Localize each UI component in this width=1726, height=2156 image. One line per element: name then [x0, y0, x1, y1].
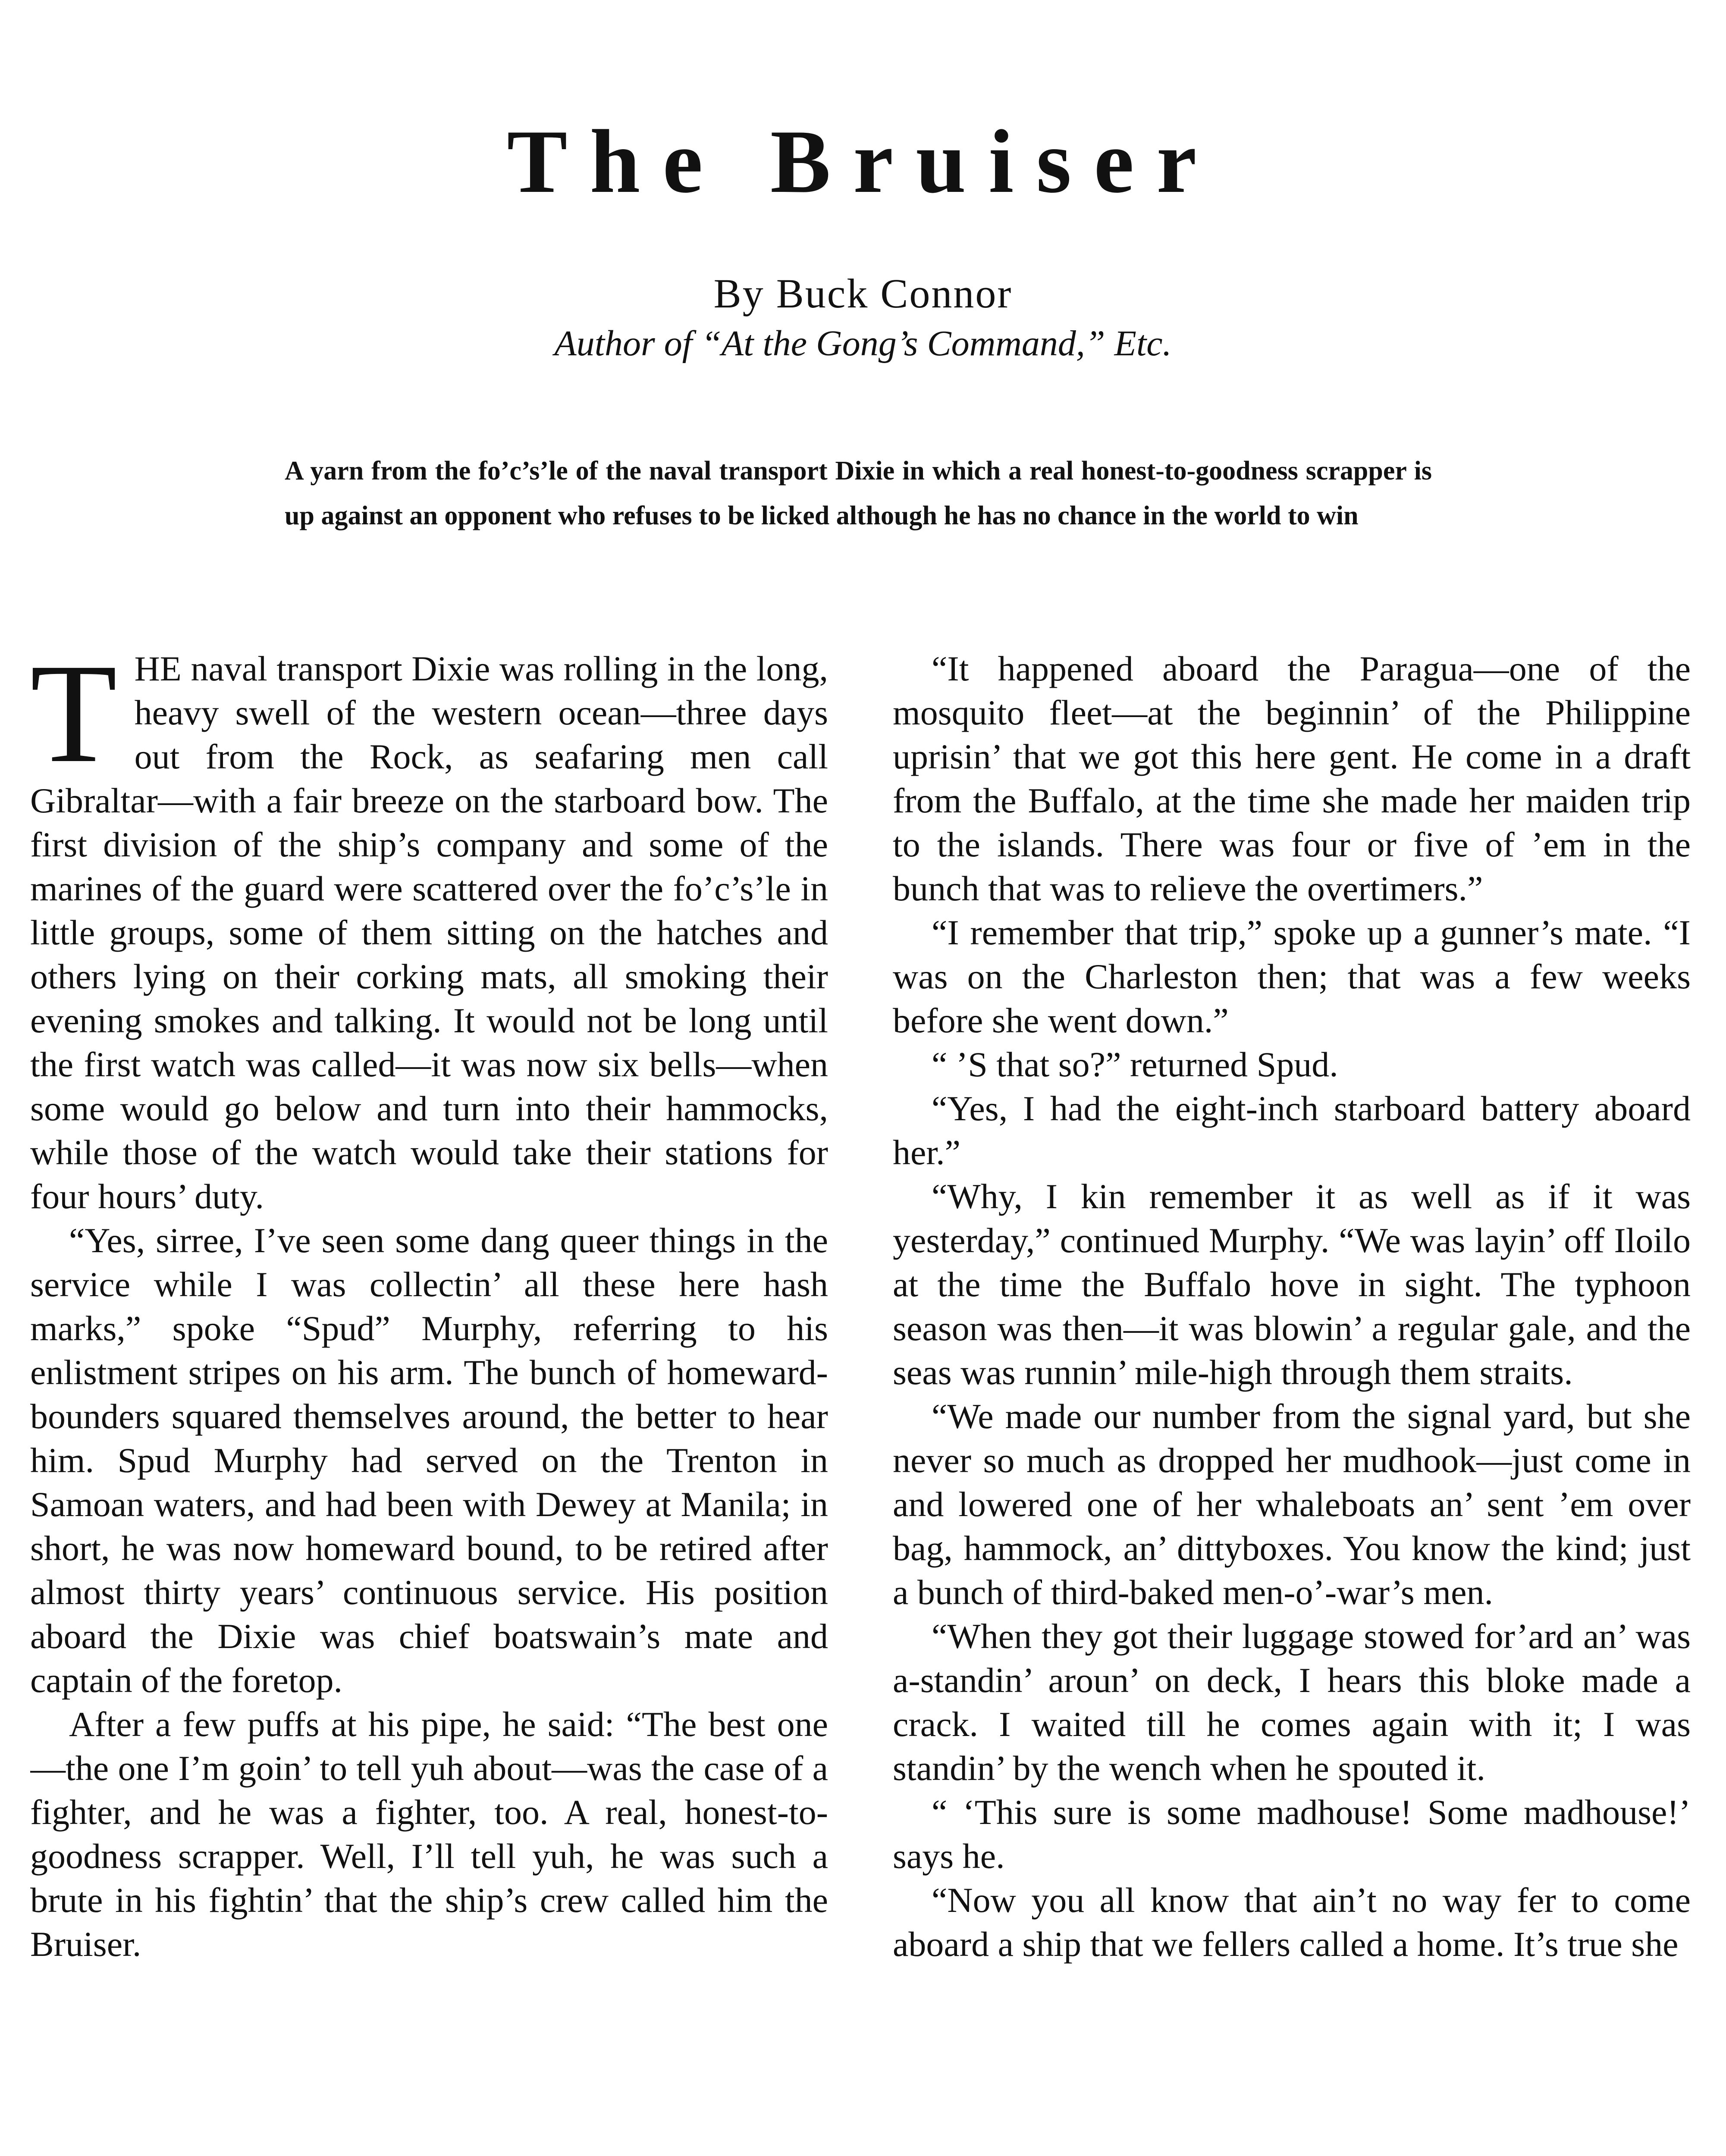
paragraph: THE naval transport Dixie was rolling in the long, heavy swell of the western ocean—three days out from the Rock, as seafaring men call Gibraltar—with a fair breeze on the starboard bow. The first division of the ship’s company and some of the marines of the guard were scattered over the fo’c’s’le in little groups, some of them sitting on the hatches and others lying on their corking mats, all smoking their evening smokes and talking. It would not be long until the first watch was called—it was now six bells—when some would go below and turn into their hammocks, while those of the watch would take their stations for four hours’ duty.: [30, 647, 828, 1216]
left-column: [30, 647, 828, 2156]
paragraph: “Yes, sirree, I’ve seen some dang queer things in the service while I was collectin’ all these here hash marks,” spoke “Spud” Murphy, referring to his enlistment stripes on his arm. The bunch of homeward-bounders squared themselves around, the better to hear him. Spud Murphy had served on the Trenton in Samoan waters, and had been with Dewey at Manila; in short, he was now homeward bound, to be retired after almost thirty years’ continuous service. His position aboard the Dixie was chief boatswain’s mate and captain of the foretop.: [30, 1221, 828, 1700]
paragraph: “I remember that trip,” spoke up a gunner’s mate. “I was on the Charleston then; that was a few weeks before she went down.”: [893, 913, 1691, 1040]
paragraph: “ ‘This sure is some madhouse! Some madhouse!’ says he.: [893, 1792, 1691, 1876]
paragraph: “Yes, I had the eight-inch starboard battery aboard her.”: [893, 1089, 1691, 1172]
paragraph: “Why, I kin remember it as well as if it was yesterday,” continued Murphy. “We was layin’ off Iloilo at the time the Buffalo hove in sight. The typhoon season was then—it was blowin’ a regular gale, and the seas was runnin’ mile-high through them straits.: [893, 1177, 1691, 1392]
paragraph: “When they got their luggage stowed for’ard an’ was a-standin’ aroun’ on deck, I hears this bloke made a crack. I waited till he comes again with it; I was standin’ by the wench when he spouted it.: [893, 1617, 1691, 1788]
paragraph: “ ’S that so?” returned Spud.: [932, 1045, 1338, 1084]
paragraph: After a few puffs at his pipe, he said: “The best one—the one I’m goin’ to tell yuh about—was the case of a fighter, and he was a fighter, too. A real, honest-to-goodness scrapper. Well, I’ll tell yuh, he was such a brute in his fightin’ that the ship’s crew called him the Bruiser.: [30, 1705, 828, 1964]
story-blurb: A yarn from the fo’c’s’le of the naval transport Dixie in which a real honest-to-goodness scrapper is up against an opponent who refuses to be licked although he has no chance in the world to win: [285, 456, 1432, 530]
byline: By Buck Connor: [713, 270, 1013, 317]
right-column: [893, 647, 1691, 2156]
paragraph: “We made our number from the signal yard, but she never so much as dropped her mudhook—just come in and lowered one of her whaleboats an’ sent ’em over bag, hammock, an’ dittyboxes. You know the kind; just a bunch of third-baked men-o’-war’s men.: [893, 1397, 1691, 1612]
drop-cap: T: [30, 647, 117, 792]
story-title: The Bruiser: [507, 112, 1219, 212]
paragraph: “It happened aboard the Paragua—one of the mosquito fleet—at the beginnin’ of the Philippine uprisin’ that we got this here gent. He come in a draft from the Buffalo, at the time she made her maiden trip to the islands. There was four or five of ’em in the bunch that was to relieve the overtimers.”: [893, 649, 1691, 908]
author-credits: Author of “At the Gong’s Command,” Etc.: [554, 323, 1172, 364]
paragraph: “Now you all know that ain’t no way fer to come aboard a ship that we fellers called a home. It’s true she: [893, 1880, 1691, 1964]
